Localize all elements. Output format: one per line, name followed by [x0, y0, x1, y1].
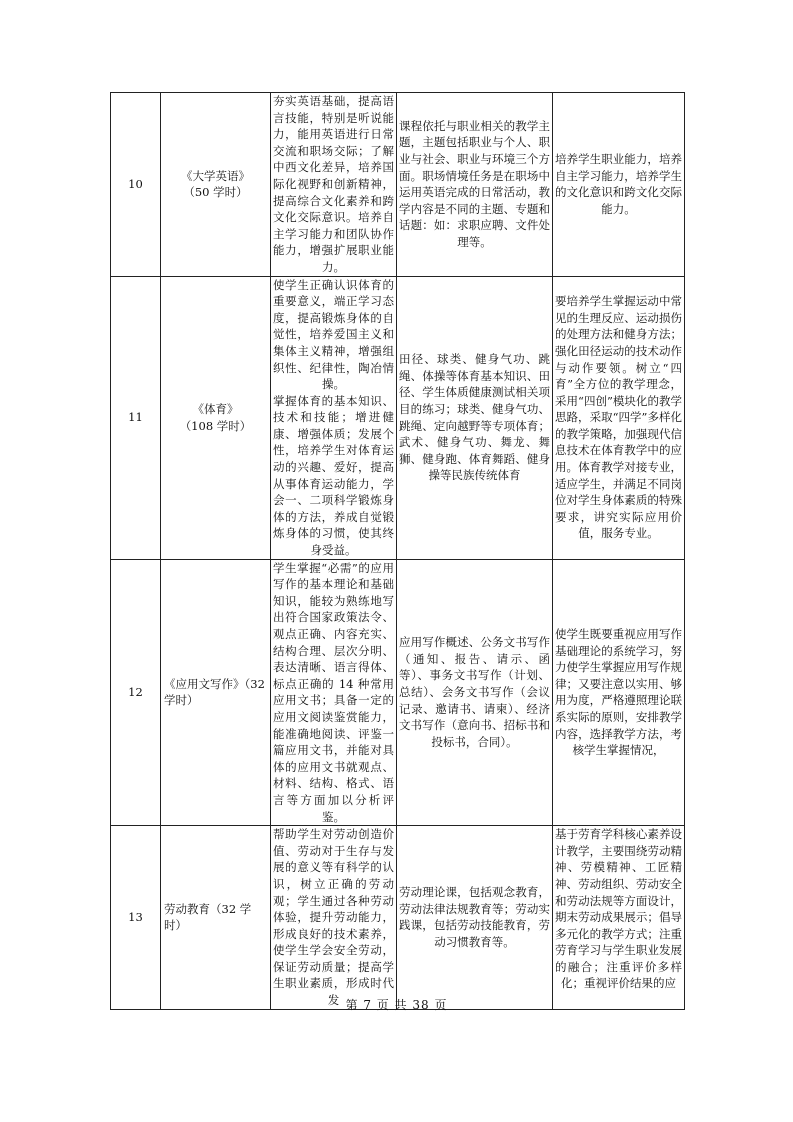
course-name-cell [161, 93, 271, 277]
page-number: 第 7 页 共 38 页 [345, 998, 448, 1012]
course-hours: （50 学时） [183, 185, 248, 200]
objectives-cell [271, 93, 397, 277]
table-row [111, 93, 685, 277]
objective-paragraph: 帮助学生对劳动创造价值、劳动对于生存与发展的意义等有科学的认识，树立正确的劳动观；学生通过各种劳动体验，提升劳动能力，形成良好的技术素养，使学生学会安全劳动，保证劳动质量；提高学生职业素质，形成时代发 [273, 827, 394, 1008]
course-name: 《大学英语》 [181, 168, 250, 183]
objective-paragraph: 学生掌握“必需”的应用写作的基本理论和基础知识，能较为熟练地写出符合国家政策法令、观点正确、内容充实、结构合理、层次分明、表达清晰、语言得体、标点正确的 14 种常用应用文书；具备一定的应用文阅读鉴赏能力，能准确地阅读、评鉴一篇应用文书，并能对具体的应用文书就观点、材料、结构、格式、语言等方面加以分析评鉴。 [273, 560, 394, 824]
objective-paragraph: 使学生正确认识体育的重要意义，端正学习态度，提高锻炼身体的自觉性，培养爱国主义和集体主义精神，增强组织性、纪律性，陶冶情操。 [273, 277, 394, 392]
table-row [111, 826, 685, 1010]
content-cell: 劳动理论课，包括观念教育，劳动法律法规教育等；劳动实践课，包括劳动技能教育，劳动习惯教育等。 [397, 826, 553, 1010]
course-hours: （108 学时） [179, 418, 252, 433]
content-cell: 课程依托与职业相关的教学主题，主题包括职业与个人、职业与社会、职业与环境三个方面。职场情境任务是在职场中运用英语完成的日常活动，教学内容是不同的主题、专题和话题：如：求职应聘、文件处理等。 [397, 93, 553, 277]
content-cell: 应用写作概述、公务文书写作（通知、报告、请示、函等）、事务文书写作（计划、总结）、会务文书写作（会议记录、邀请书、请柬）、经济文书写作（意向书、招标书和投标书，合同）。 [397, 559, 553, 826]
course-name-cell [161, 276, 271, 559]
row-number: 11 [111, 276, 161, 559]
objective-paragraph: 掌握体育的基本知识、技术和技能；增进健康、增强体质；发展个性，培养学生对体育运动的兴趣、爱好，提高从事体育运动能力，学会一、二项科学锻炼身体的方法，养成自觉锻炼身体的习惯，使其终身受益。 [273, 393, 394, 558]
table-row [111, 276, 685, 559]
course-name-cell [161, 559, 271, 826]
objectives-cell [271, 276, 397, 559]
course-name: 《体育》 [192, 401, 239, 416]
course-name: 《应用文写作》（32 学时） [164, 676, 265, 708]
requirements-cell: 培养学生职业能力，培养自主学习能力，培养学生的文化意识和跨文化交际能力。 [553, 93, 685, 277]
content-cell: 田径、球类、健身气功、跳绳、体操等体育基本知识、田径、学生体质健康测试相关项目的练习；球类、健身气功、跳绳、定向越野等专项体育；武术、健身气功、舞龙、舞狮、健身跑、体育舞蹈、健身操等民族传统体育 [397, 276, 553, 559]
curriculum-table [110, 92, 685, 1010]
requirements-cell: 要培养学生掌握运动中常见的生理反应、运动损伤的处理方法和健身方法；强化田径运动的技术动作与动作要领。树立“四育”全方位的教学理念，采用“四创”模块化的教学思路，采取“四学”多样化的教学策略，加强现代信息技术在体育教学中的应用。体育教学对接专业，适应学生，并满足不同岗位对学生身体素质的特殊要求，讲究实际应用价值，服务专业。 [553, 276, 685, 559]
requirements-cell: 使学生既要重视应用写作基础理论的系统学习，努力使学生掌握应用写作规律；又要注意以实用、够用为度，严格遵照理论联系实际的原则，安排教学内容，选择教学方法，考核学生掌握情况， [553, 559, 685, 826]
objectives-cell [271, 559, 397, 826]
requirements-cell: 基于劳育学科核心素养设计教学，主要围绕劳动精神、劳模精神、工匠精神、劳动组织、劳动安全和劳动法规等方面设计，期末劳动成果展示；倡导多元化的教学方式；注重劳育学习与学生职业发展的融合；注重评价多样化；重视评价结果的应 [553, 826, 685, 1010]
course-name-cell [161, 826, 271, 1010]
row-number: 10 [111, 93, 161, 277]
course-name: 劳动教育（32 学时） [164, 901, 252, 933]
objective-paragraph: 夯实英语基础，提高语言技能，特别是听说能力，能用英语进行日常交流和职场交际；了解中西文化差异，培养国际化视野和创新精神，提高综合文化素养和跨文化交际意识。培养自主学习能力和团队协作能力，增强扩展职业能力。 [273, 94, 394, 274]
table-row [111, 559, 685, 826]
row-number: 13 [111, 826, 161, 1010]
row-number: 12 [111, 559, 161, 826]
objectives-cell [271, 826, 397, 1010]
